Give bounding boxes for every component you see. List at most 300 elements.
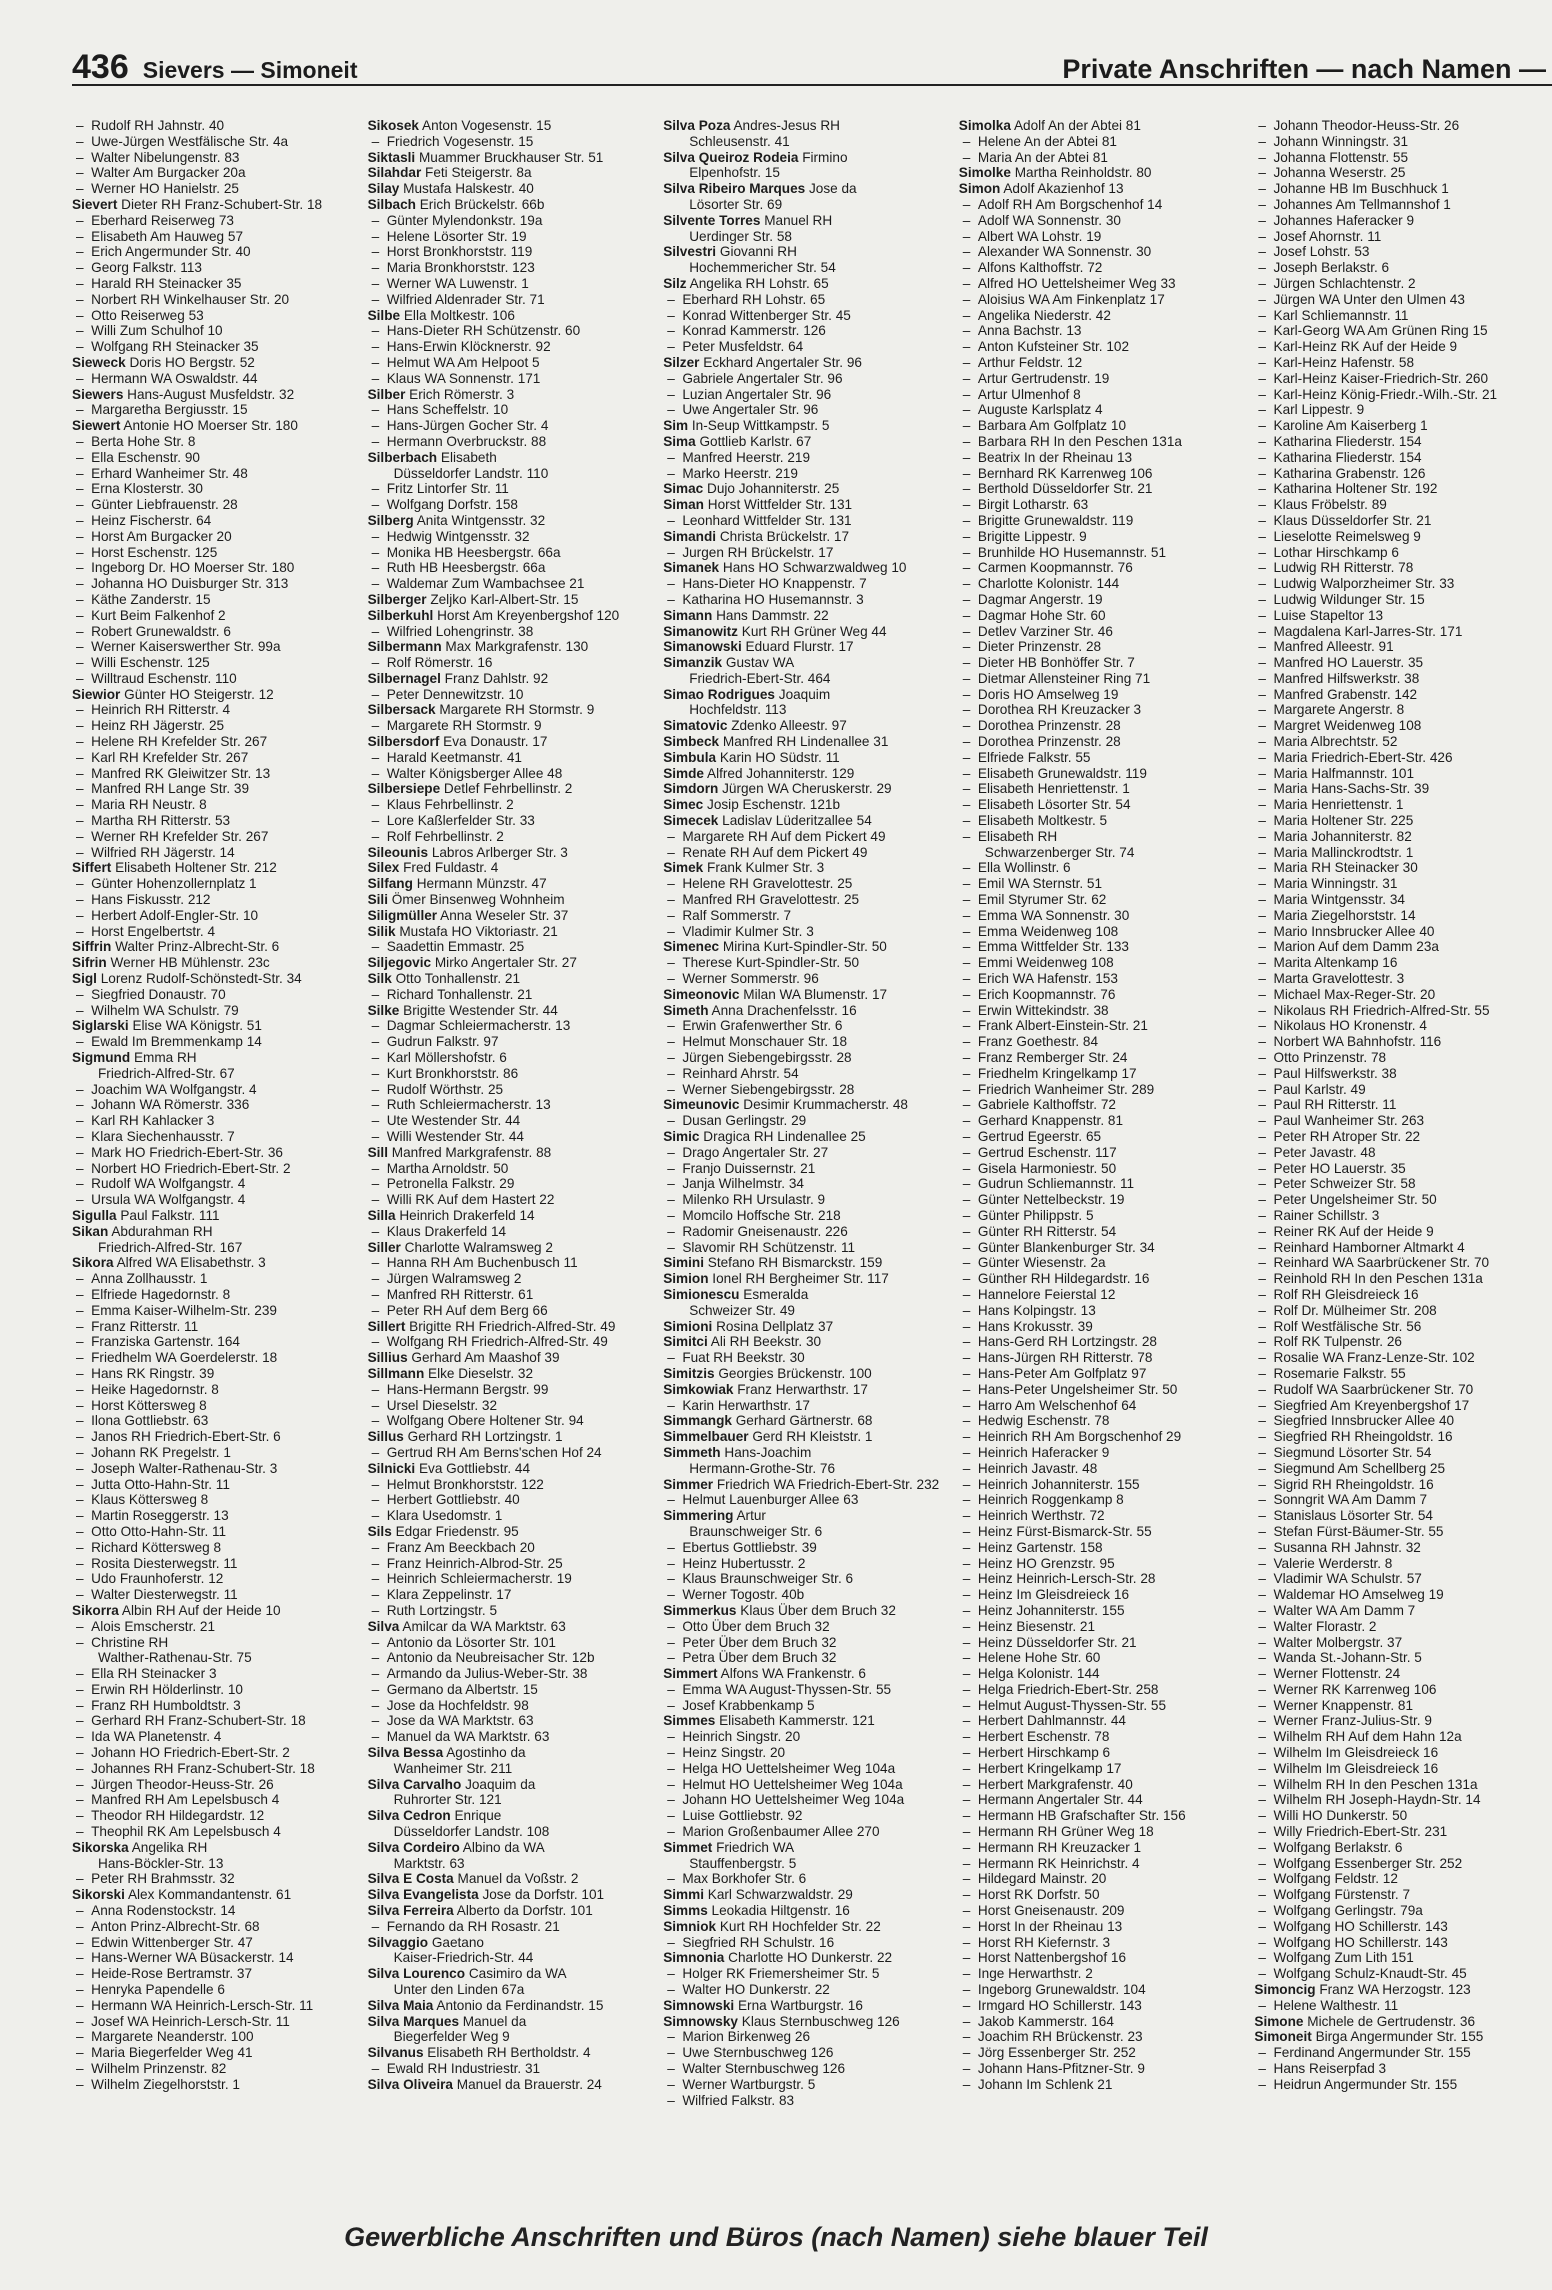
surname: Simkowiak bbox=[663, 1381, 734, 1397]
surname-entry bbox=[663, 1998, 941, 2014]
sub-entry: – Johann Winningstr. 31 bbox=[1254, 134, 1532, 150]
sub-entry: – Therese Kurt-Spindler-Str. 50 bbox=[663, 955, 941, 971]
sub-entry: – Helene Hohe Str. 60 bbox=[959, 1650, 1237, 1666]
directory-columns bbox=[72, 118, 1532, 2183]
entry-continuation: Hochemmericher Str. 54 bbox=[689, 260, 836, 276]
sub-entry: – Manfred RK Gleiwitzer Str. 13 bbox=[72, 766, 350, 782]
sub-entry: – Dorothea RH Kreuzacker 3 bbox=[959, 702, 1237, 718]
surname-entry bbox=[663, 1903, 941, 1919]
sub-entry: – Peter RH Brahmsstr. 32 bbox=[72, 1871, 350, 1887]
surname-entry bbox=[368, 734, 646, 750]
sub-entry: – Heinz HO Grenzstr. 95 bbox=[959, 1556, 1237, 1572]
entry-continuation: Friedrich-Alfred-Str. 167 bbox=[98, 1239, 243, 1255]
sub-entry: – Erich Koopmannstr. 76 bbox=[959, 987, 1237, 1003]
entry-address: Klaus Über dem Bruch 32 bbox=[740, 1602, 896, 1618]
sub-entry: – Mark HO Friedrich-Ebert-Str. 36 bbox=[72, 1145, 350, 1161]
sub-entry: – Birgit Lotharstr. 63 bbox=[959, 497, 1237, 513]
entry-address: Adolf An der Abtei 81 bbox=[1013, 118, 1141, 133]
entry-address: Mirko Angertaler Str. 27 bbox=[434, 955, 577, 971]
sub-entry: – Michael Max-Reger-Str. 20 bbox=[1254, 987, 1532, 1003]
entry-address: Michele de Gertrudenstr. 36 bbox=[1307, 2013, 1476, 2029]
sub-entry: – Rainer Schillstr. 3 bbox=[1254, 1208, 1532, 1224]
sub-entry: – Helene Lösorter Str. 19 bbox=[368, 229, 646, 245]
surname-entry bbox=[368, 450, 646, 466]
sub-entry: – Helga Kolonistr. 144 bbox=[959, 1666, 1237, 1682]
sub-entry: – Kurt Bronkhorststr. 86 bbox=[368, 1066, 646, 1082]
sub-entry: – Manuel da WA Marktstr. 63 bbox=[368, 1729, 646, 1745]
sub-entry: – Sigrid RH Rheingoldstr. 16 bbox=[1254, 1477, 1532, 1493]
sub-entry: – Ursula WA Wolfgangstr. 4 bbox=[72, 1192, 350, 1208]
surname: Sikorska bbox=[72, 1839, 129, 1855]
sub-entry: – Maria Ziegelhorststr. 14 bbox=[1254, 908, 1532, 924]
surname: Simmelbauer bbox=[663, 1429, 749, 1445]
sub-entry: – Karl RH Krefelder Str. 267 bbox=[72, 750, 350, 766]
surname-entry bbox=[368, 971, 646, 987]
sub-entry: – Walter Florastr. 2 bbox=[1254, 1619, 1532, 1635]
sub-entry: – Brigitte Lippestr. 9 bbox=[959, 529, 1237, 545]
sub-entry: – Drago Angertaler Str. 27 bbox=[663, 1145, 941, 1161]
surname-entry bbox=[368, 639, 646, 655]
sub-entry: – Gudrun Schliemannstr. 11 bbox=[959, 1176, 1237, 1192]
sub-entry: – Uwe-Jürgen Westfälische Str. 4a bbox=[72, 134, 350, 150]
sub-entry: – Otto Über dem Bruch 32 bbox=[663, 1619, 941, 1635]
entry-address: Milan WA Blumenstr. 17 bbox=[743, 986, 888, 1002]
sub-entry: – Katharina Holtener Str. 192 bbox=[1254, 481, 1532, 497]
sub-entry: – Hans Fiskusstr. 212 bbox=[72, 892, 350, 908]
sub-entry: – Elisabeth Am Hauweg 57 bbox=[72, 229, 350, 245]
entry-address: Hans HO Schwarzwaldweg 10 bbox=[722, 560, 907, 576]
entry-continuation: Hochfeldstr. 113 bbox=[689, 702, 787, 718]
surname: Simek bbox=[663, 860, 704, 876]
sub-entry: – Heinrich Schleiermacherstr. 19 bbox=[368, 1571, 646, 1587]
sub-entry: – Maria Halfmannstr. 101 bbox=[1254, 766, 1532, 782]
entry-address: Jürgen WA Cheruskerstr. 29 bbox=[722, 781, 892, 797]
sub-entry: – Reinhard Ahrstr. 54 bbox=[663, 1066, 941, 1082]
sub-entry: – Luise Stapeltor 13 bbox=[1254, 608, 1532, 624]
sub-entry: – Hans-Werner WA Büsackerstr. 14 bbox=[72, 1950, 350, 1966]
surname-entry bbox=[368, 845, 646, 861]
surname-entry bbox=[368, 1003, 646, 1019]
surname-entry bbox=[663, 497, 941, 513]
surname-entry bbox=[368, 308, 646, 324]
surname-entry bbox=[663, 276, 941, 292]
sub-entry: – Ewald Im Bremmenkamp 14 bbox=[72, 1034, 350, 1050]
entry-address: Firmino bbox=[802, 149, 848, 165]
sub-entry: – Walter Diesterwegstr. 11 bbox=[72, 1587, 350, 1603]
entry-address: Angelika RH bbox=[131, 1839, 208, 1855]
surname: Sigmund bbox=[72, 1050, 131, 1066]
sub-entry: – Joachim RH Brückenstr. 23 bbox=[959, 2029, 1237, 2045]
sub-entry: – Janja Wilhelmstr. 34 bbox=[663, 1176, 941, 1192]
page-number: 436 bbox=[72, 48, 129, 86]
sub-entry: – Wilhelm RH Auf dem Hahn 12a bbox=[1254, 1729, 1532, 1745]
sub-entry: – Emil WA Sternstr. 51 bbox=[959, 876, 1237, 892]
sub-entry: – Henryka Papendelle 6 bbox=[72, 1982, 350, 1998]
surname: Simac bbox=[663, 481, 704, 497]
surname-entry bbox=[663, 481, 941, 497]
entry-address: Dragica RH Lindenallee 25 bbox=[703, 1129, 866, 1144]
sub-entry: – Walter Nibelungenstr. 83 bbox=[72, 150, 350, 166]
sub-entry: – Hans-Peter Am Golfplatz 97 bbox=[959, 1366, 1237, 1382]
sub-entry: – Ingeborg Grunewaldstr. 104 bbox=[959, 1982, 1237, 1998]
sub-entry: – Klara Zeppelinstr. 17 bbox=[368, 1587, 646, 1603]
sub-entry: – Hans Krokusstr. 39 bbox=[959, 1319, 1237, 1335]
sub-entry: – Hermann Overbruckstr. 88 bbox=[368, 434, 646, 450]
surname: Simioni bbox=[663, 1318, 713, 1334]
sub-entry: – Jürgen Walramsweg 2 bbox=[368, 1271, 646, 1287]
surname: Simmangk bbox=[663, 1413, 732, 1429]
entry-address: Adolf Akazienhof 13 bbox=[1003, 181, 1124, 197]
sub-entry: – Klaus Braunschweiger Str. 6 bbox=[663, 1571, 941, 1587]
sub-entry: – Maria RH Neustr. 8 bbox=[72, 797, 350, 813]
sub-entry: – Wolfgang Feldstr. 12 bbox=[1254, 1871, 1532, 1887]
sub-entry: – Otto Prinzenstr. 78 bbox=[1254, 1050, 1532, 1066]
sub-entry: – Hermann RH Kreuzacker 1 bbox=[959, 1840, 1237, 1856]
surname-entry bbox=[368, 702, 646, 718]
sub-entry: – Stanislaus Lösorter Str. 54 bbox=[1254, 1508, 1532, 1524]
sub-entry: – Werner Sommerstr. 96 bbox=[663, 971, 941, 987]
sub-entry: – Kurt Beim Falkenhof 2 bbox=[72, 608, 350, 624]
sub-entry: – Franz Remberger Str. 24 bbox=[959, 1050, 1237, 1066]
sub-entry: – Albert WA Lohstr. 19 bbox=[959, 229, 1237, 245]
surname: Sileounis bbox=[367, 844, 429, 860]
sub-entry: – Helmut Lauenburger Allee 63 bbox=[663, 1492, 941, 1508]
sub-entry: – Werner RH Krefelder Str. 267 bbox=[72, 829, 350, 845]
surname-entry bbox=[663, 1413, 941, 1429]
sub-entry: – Nikolaus RH Friedrich-Alfred-Str. 55 bbox=[1254, 1003, 1532, 1019]
sub-entry: – Emil Styrumer Str. 62 bbox=[959, 892, 1237, 908]
sub-entry: – Klaus Köttersweg 8 bbox=[72, 1492, 350, 1508]
sub-entry: – Karl-Georg WA Am Grünen Ring 15 bbox=[1254, 323, 1532, 339]
surname: Simec bbox=[663, 797, 704, 813]
sub-entry: – Karl RH Kahlacker 3 bbox=[72, 1113, 350, 1129]
surname-entry bbox=[959, 165, 1237, 181]
surname: Silvente Torres bbox=[663, 212, 761, 228]
entry-address: Gottlieb Karlstr. 67 bbox=[699, 433, 812, 449]
sub-entry: – Alfred HO Uettelsheimer Weg 33 bbox=[959, 276, 1237, 292]
entry-continuation: Friedrich-Alfred-Str. 67 bbox=[98, 1065, 235, 1081]
entry-address: Alfred Johanniterstr. 129 bbox=[707, 765, 855, 781]
sub-entry: – Johannes Am Tellmannshof 1 bbox=[1254, 197, 1532, 213]
sub-entry: – Gerhard RH Franz-Schubert-Str. 18 bbox=[72, 1713, 350, 1729]
sub-entry: – Reiner RK Auf der Heide 9 bbox=[1254, 1224, 1532, 1240]
sub-entry: – Anton Kufsteiner Str. 102 bbox=[959, 339, 1237, 355]
entry-address: Paul Falkstr. 111 bbox=[120, 1207, 220, 1223]
sub-entry: – Frank Albert-Einstein-Str. 21 bbox=[959, 1018, 1237, 1034]
sub-entry: – Joseph Berlakstr. 6 bbox=[1254, 260, 1532, 276]
sub-entry: – Wolfgang Fürstenstr. 7 bbox=[1254, 1887, 1532, 1903]
surname: Simmeth bbox=[663, 1444, 721, 1460]
sub-entry: – Günter Hohenzollernplatz 1 bbox=[72, 876, 350, 892]
surname-entry bbox=[368, 1524, 646, 1540]
sub-entry: – Maria Wintgensstr. 34 bbox=[1254, 892, 1532, 908]
sub-entry: – Marion Großenbaumer Allee 270 bbox=[663, 1824, 941, 1840]
entry-continuation: Düsseldorfer Landstr. 108 bbox=[393, 1824, 550, 1840]
surname-entry bbox=[663, 2014, 941, 2030]
header-left bbox=[72, 50, 357, 84]
entry-address: Gaetano bbox=[431, 1934, 484, 1950]
sub-entry: – Magdalena Karl-Jarres-Str. 171 bbox=[1254, 624, 1532, 640]
entry-address: Mustafa HO Viktoriastr. 21 bbox=[399, 923, 558, 939]
surname: Siewers bbox=[72, 386, 124, 402]
sub-entry: – Richard Köttersweg 8 bbox=[72, 1540, 350, 1556]
surname-entry bbox=[72, 1840, 350, 1856]
sub-entry: – Herbert Dahlmannstr. 44 bbox=[959, 1713, 1237, 1729]
surname-entry bbox=[368, 860, 646, 876]
sub-entry: – Auguste Karlsplatz 4 bbox=[959, 402, 1237, 418]
surname: Silz bbox=[663, 275, 687, 291]
surname: Simanzik bbox=[663, 655, 723, 671]
sub-entry: – Berthold Düsseldorfer Str. 21 bbox=[959, 481, 1237, 497]
surname: Silex bbox=[367, 860, 400, 876]
sub-entry: – Wilfried Lohengrinstr. 38 bbox=[368, 624, 646, 640]
entry-address: Enrique bbox=[454, 1808, 502, 1824]
entry-address: Max Markgrafenstr. 130 bbox=[445, 639, 589, 655]
entry-address: Manuel da bbox=[462, 2013, 527, 2029]
surname: Sillius bbox=[367, 1350, 408, 1366]
entry-continuation: Hermann-Grothe-Str. 76 bbox=[689, 1460, 836, 1476]
surname: Silva Oliveira bbox=[367, 2076, 453, 2092]
surname: Silva bbox=[367, 1618, 400, 1634]
sub-entry: – Brunhilde HO Husemannstr. 51 bbox=[959, 545, 1237, 561]
sub-entry: – Heike Hagedornstr. 8 bbox=[72, 1382, 350, 1398]
surname: Simao Rodrigues bbox=[663, 686, 775, 702]
surname-entry bbox=[72, 355, 350, 371]
surname: Silay bbox=[367, 181, 400, 197]
entry-address: Elisabeth Holtener Str. 212 bbox=[115, 860, 277, 876]
sub-entry: – Monika HB Heesbergstr. 66a bbox=[368, 545, 646, 561]
sub-entry: – Angelika Niederstr. 42 bbox=[959, 308, 1237, 324]
entry-continuation: Unter den Linden 67a bbox=[393, 1982, 525, 1998]
sub-entry: – Johanne HB Im Buschhuck 1 bbox=[1254, 181, 1532, 197]
entry-address: Abdurahman RH bbox=[111, 1223, 213, 1239]
sub-entry: – Helmut Bronkhorststr. 122 bbox=[368, 1477, 646, 1493]
sub-entry: – Marion Birkenweg 26 bbox=[663, 2029, 941, 2045]
entry-address: Zeljko Karl-Albert-Str. 15 bbox=[430, 591, 579, 607]
sub-entry: – Irmgard HO Schillerstr. 143 bbox=[959, 1998, 1237, 2014]
surname-entry bbox=[368, 892, 646, 908]
surname: Silberger bbox=[367, 591, 427, 607]
entry-address: Brigitte Westender Str. 44 bbox=[403, 1002, 558, 1018]
sub-entry: – Hans-Gerd RH Lortzingstr. 28 bbox=[959, 1334, 1237, 1350]
surname: Sillert bbox=[367, 1318, 406, 1334]
sub-entry: – Max Borkhofer Str. 6 bbox=[663, 1871, 941, 1887]
surname-entry bbox=[663, 813, 941, 829]
surname: Silva Cedron bbox=[367, 1808, 451, 1824]
surname: Silbernagel bbox=[367, 670, 441, 686]
sub-entry: – Manfred RH Gravelottestr. 25 bbox=[663, 892, 941, 908]
surname-entry bbox=[663, 1950, 941, 1966]
sub-entry: – Detlev Varziner Str. 46 bbox=[959, 624, 1237, 640]
sub-entry: – Josef Lohstr. 53 bbox=[1254, 244, 1532, 260]
sub-entry: – Werner Kaiserswerther Str. 99a bbox=[72, 639, 350, 655]
sub-entry: – Margarete Neanderstr. 100 bbox=[72, 2029, 350, 2045]
sub-entry: – Milenko RH Ursulastr. 9 bbox=[663, 1192, 941, 1208]
surname-entry bbox=[368, 197, 646, 213]
sub-entry: – Aloisius WA Am Finkenplatz 17 bbox=[959, 292, 1237, 308]
entry-address: Anita Wintgensstr. 32 bbox=[416, 512, 546, 528]
surname: Simmet bbox=[663, 1839, 713, 1855]
entry-address: Hans-August Musfeldstr. 32 bbox=[127, 386, 295, 402]
entry-address: Erich Römerstr. 3 bbox=[409, 386, 515, 402]
surname: Simoncig bbox=[1254, 1982, 1316, 1998]
sub-entry: – Dagmar Angerstr. 19 bbox=[959, 592, 1237, 608]
sub-entry: – Paul RH Ritterstr. 11 bbox=[1254, 1097, 1532, 1113]
sub-entry: – Hans Reiserpfad 3 bbox=[1254, 2061, 1532, 2077]
sub-entry: – Arthur Feldstr. 12 bbox=[959, 355, 1237, 371]
sub-entry: – Hedwig Eschenstr. 78 bbox=[959, 1413, 1237, 1429]
entry-address: Elisabeth bbox=[440, 449, 497, 465]
sub-entry: – Franziska Gartenstr. 164 bbox=[72, 1334, 350, 1350]
entry-address: Manfred Markgrafenstr. 88 bbox=[391, 1144, 552, 1160]
surname-entry bbox=[663, 687, 941, 703]
surname-entry bbox=[663, 1366, 941, 1382]
sub-entry: – Johann HO Friedrich-Ebert-Str. 2 bbox=[72, 1745, 350, 1761]
surname-entry bbox=[368, 1903, 646, 1919]
sub-entry: – Klaus Drakerfeld 14 bbox=[368, 1224, 646, 1240]
sub-entry: – Dusan Gerlingstr. 29 bbox=[663, 1113, 941, 1129]
sub-entry: – Karl-Heinz Hafenstr. 58 bbox=[1254, 355, 1532, 371]
sub-entry: – Harro Am Welschenhof 64 bbox=[959, 1398, 1237, 1414]
sub-entry: – Maria Holtener Str. 225 bbox=[1254, 813, 1532, 829]
sub-entry: – Gertrud Eschenstr. 117 bbox=[959, 1145, 1237, 1161]
surname-entry bbox=[368, 1871, 646, 1887]
surname-entry bbox=[368, 1429, 646, 1445]
entry-address: Gerd RH Kleiststr. 1 bbox=[752, 1429, 873, 1445]
sub-entry: – Konrad Kammerstr. 126 bbox=[663, 323, 941, 339]
entry-continuation: Lösorter Str. 69 bbox=[689, 196, 783, 212]
sub-entry: – Franjo Duissernstr. 21 bbox=[663, 1161, 941, 1177]
sub-entry: – Antonio da Neubreisacher Str. 12b bbox=[368, 1650, 646, 1666]
entry-address: Lorenz Rudolf-Schönstedt-Str. 34 bbox=[100, 971, 302, 987]
surname: Simde bbox=[663, 765, 704, 781]
sub-entry: – Heinz Düsseldorfer Str. 21 bbox=[959, 1635, 1237, 1651]
sub-entry: – Wilhelm RH Joseph-Haydn-Str. 14 bbox=[1254, 1792, 1532, 1808]
sub-entry: – Wolfgang Obere Holtener Str. 94 bbox=[368, 1413, 646, 1429]
sub-entry: – Erna Klosterstr. 30 bbox=[72, 481, 350, 497]
surname: Sils bbox=[367, 1523, 392, 1539]
sub-entry: – Wilhelm Ziegelhorststr. 1 bbox=[72, 2077, 350, 2093]
surname-entry bbox=[959, 118, 1237, 134]
sub-entry: – Werner Siebengebirgsstr. 28 bbox=[663, 1082, 941, 1098]
sub-entry: – Heinz Singstr. 20 bbox=[663, 1745, 941, 1761]
surname: Simon bbox=[958, 181, 1001, 197]
surname-entry bbox=[663, 1382, 941, 1398]
entry-address: Birga Angermunder Str. 155 bbox=[1315, 2029, 1484, 2045]
surname: Simniok bbox=[663, 1918, 717, 1934]
surname: Silbermann bbox=[367, 639, 442, 655]
sub-entry: – Günter Philippstr. 5 bbox=[959, 1208, 1237, 1224]
entry-address: Karin HO Südstr. 11 bbox=[719, 749, 840, 765]
sub-entry: – Nikolaus HO Kronenstr. 4 bbox=[1254, 1018, 1532, 1034]
surname-entry bbox=[663, 718, 941, 734]
surname-entry bbox=[663, 750, 941, 766]
directory-column bbox=[368, 118, 646, 2183]
entry-address: Gerhard Am Maashof 39 bbox=[411, 1350, 560, 1366]
surname: Silva Carvalho bbox=[367, 1776, 462, 1792]
entry-address: Josip Eschenstr. 121b bbox=[707, 797, 841, 813]
surname-entry bbox=[663, 1477, 941, 1493]
sub-entry: – Hermann Angertaler Str. 44 bbox=[959, 1792, 1237, 1808]
surname-entry bbox=[663, 734, 941, 750]
sub-entry: – Peter RH Auf dem Berg 66 bbox=[368, 1303, 646, 1319]
sub-entry: – Wilhelm Im Gleisdreieck 16 bbox=[1254, 1745, 1532, 1761]
surname: Silva Lourenco bbox=[367, 1966, 466, 1982]
entry-address: Jose da bbox=[809, 181, 857, 197]
surname-entry bbox=[1254, 1982, 1532, 1998]
sub-entry: – Horst Engelbertstr. 4 bbox=[72, 924, 350, 940]
sub-entry: – Heidrun Angermunder Str. 155 bbox=[1254, 2077, 1532, 2093]
entry-address: Heinrich Drakerfeld 14 bbox=[399, 1207, 535, 1223]
sub-entry: – Ludwig Walporzheimer Str. 33 bbox=[1254, 576, 1532, 592]
sub-entry: – Charlotte Kolonistr. 144 bbox=[959, 576, 1237, 592]
surname-entry bbox=[72, 971, 350, 987]
sub-entry: – Carmen Koopmannstr. 76 bbox=[959, 560, 1237, 576]
sub-entry: – Ella RH Steinacker 3 bbox=[72, 1666, 350, 1682]
sub-entry: – Anna Zollhausstr. 1 bbox=[72, 1271, 350, 1287]
sub-entry: – Hermann RH Grüner Weg 18 bbox=[959, 1824, 1237, 1840]
surname-entry bbox=[663, 1003, 941, 1019]
sub-entry: – Heinrich Roggenkamp 8 bbox=[959, 1492, 1237, 1508]
sub-entry: – Wolfgang Schulz-Knaudt-Str. 45 bbox=[1254, 1966, 1532, 1982]
entry-continuation: Düsseldorfer Landstr. 110 bbox=[393, 465, 549, 481]
sub-entry: – Jakob Kammerstr. 164 bbox=[959, 2014, 1237, 2030]
sub-entry: – Maria Albrechtstr. 52 bbox=[1254, 734, 1532, 750]
surname-entry bbox=[663, 434, 941, 450]
sub-entry: – Ruth HB Heesbergstr. 66a bbox=[368, 560, 646, 576]
surname: Sievert bbox=[72, 196, 118, 212]
sub-entry: – Georg Falkstr. 113 bbox=[72, 260, 350, 276]
entry-address: Horst Am Kreyenbergshof 120 bbox=[437, 607, 620, 623]
sub-entry: – Ella Eschenstr. 90 bbox=[72, 450, 350, 466]
entry-address: Joaquim da bbox=[465, 1776, 536, 1792]
entry-address: Andres-Jesus RH bbox=[733, 118, 840, 133]
entry-address: Klaus Sternbuschweg 126 bbox=[741, 2013, 900, 2029]
surname: Silbach bbox=[367, 196, 416, 212]
sub-entry: – Ursel Dieselstr. 32 bbox=[368, 1398, 646, 1414]
sub-entry: – Horst Köttersweg 8 bbox=[72, 1398, 350, 1414]
sub-entry: – Emma WA August-Thyssen-Str. 55 bbox=[663, 1682, 941, 1698]
surname: Simini bbox=[663, 1255, 704, 1271]
sub-entry: – Herbert Gottliebstr. 40 bbox=[368, 1492, 646, 1508]
sub-entry: – Udo Fraunhoferstr. 12 bbox=[72, 1571, 350, 1587]
surname: Siligmüller bbox=[367, 907, 438, 923]
entry-address: Christa Brückelstr. 17 bbox=[719, 528, 850, 544]
entry-continuation: Ruhrorter Str. 121 bbox=[393, 1792, 502, 1808]
sub-entry: – Jörg Essenberger Str. 252 bbox=[959, 2045, 1237, 2061]
entry-address: Albino da WA bbox=[462, 1839, 545, 1855]
entry-address: Ella Moltkestr. 106 bbox=[403, 307, 515, 323]
entry-address: Eva Gottliebstr. 44 bbox=[418, 1460, 531, 1476]
sub-entry: – Josef Ahornstr. 11 bbox=[1254, 229, 1532, 245]
sub-entry: – Harald Keetmanstr. 41 bbox=[368, 750, 646, 766]
surname-entry bbox=[368, 1350, 646, 1366]
surname-entry bbox=[663, 655, 941, 671]
sub-entry: – Wolfgang HO Schillerstr. 143 bbox=[1254, 1935, 1532, 1951]
surname: Simeonovic bbox=[663, 986, 740, 1002]
surname-entry bbox=[368, 1145, 646, 1161]
surname-entry bbox=[663, 797, 941, 813]
sub-entry: – Willi Westender Str. 44 bbox=[368, 1129, 646, 1145]
entry-address: Manuel da Voßstr. 2 bbox=[457, 1871, 579, 1887]
sub-entry: – Lieselotte Reimelsweg 9 bbox=[1254, 529, 1532, 545]
sub-entry: – Elisabeth Moltkestr. 5 bbox=[959, 813, 1237, 829]
sub-entry: – Margarete RH Stormstr. 9 bbox=[368, 718, 646, 734]
sub-entry: – Hans-Dieter RH Schützenstr. 60 bbox=[368, 323, 646, 339]
sub-entry: – Janos RH Friedrich-Ebert-Str. 6 bbox=[72, 1429, 350, 1445]
entry-address: Rosina Dellplatz 37 bbox=[716, 1318, 834, 1334]
surname-entry bbox=[663, 1319, 941, 1335]
